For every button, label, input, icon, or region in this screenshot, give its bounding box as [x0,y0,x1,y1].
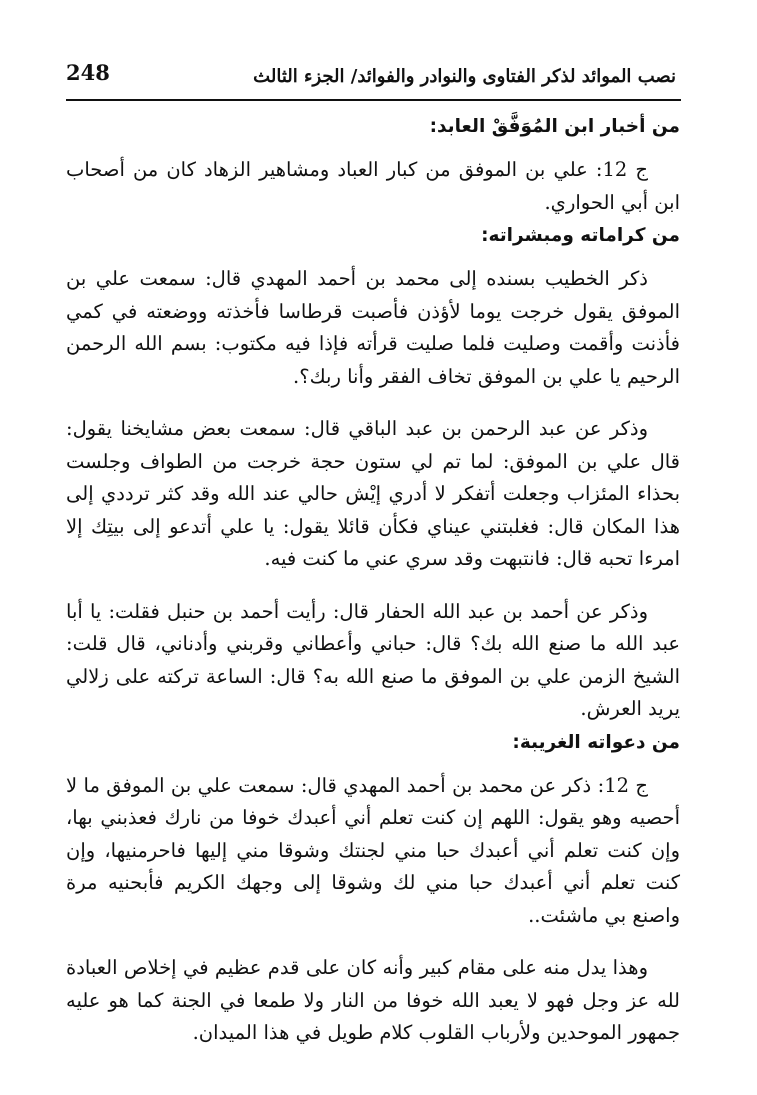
page-number: 248 [66,60,110,85]
paragraph: وذكر عن عبد الرحمن بن عبد الباقي قال: سمعت بعض مشايخنا يقول: قال علي بن الموفق: لما تم لي ستون حجة خرجت من الطواف وجلست بحذاء المئزاب وجعلت أتفكر لا أدري إيْش حالي عند الله وقد كثر ترددي إلى هذا المكان قال: فغلبتني عيناي فكأن قائلا يقول: يا علي أتدعو إلى بيتِك إلا امرءا تحبه قال: فانتبهت وقد سري عني ما كنت فيه. [66,417,680,570]
section-heading: من كراماته ومبشراته: [481,225,680,246]
header-divider [66,99,681,101]
paragraph: وهذا يدل منه على مقام كبير وأنه كان على قدم عظيم في إخلاص العبادة لله عز وجل فهو لا يعبد الله خوفا من النار ولا طمعا في الجنة كما هو عليه جمهور الموحدين ولأرباب القلوب كلام طويل في هذا الميدان. [66,956,680,1044]
paragraph: ذكر الخطيب بسنده إلى محمد بن أحمد المهدي قال: سمعت علي بن الموفق يقول خرجت يوما لأؤذن فأصبت قرطاسا فأخذته ووضعته في كمي فأذنت وأقمت وصليت فلما صليت قرأته فإذا فيه مكتوب: بسم الله الرحمن الرحيم يا علي بن الموفق تخاف الفقر وأنا ربك؟. [66,267,680,388]
paragraph: وذكر عن أحمد بن عبد الله الحفار قال: رأيت أحمد بن حنبل فقلت: يا أبا عبد الله ما صنع الله بك؟ قال: حباني وأعطاني وقربني وأدناني، قال قلت: الشيخ الزمن علي بن الموفق ما صنع الله به؟ قال: الساعة تركته على زلالي يريد العرش. [66,599,680,720]
page-header [66,58,676,98]
section-heading: من أخبار ابن المُوَفَّقْ العابد: [429,116,680,137]
running-title: نصب الموائد لذكر الفتاوى والنوادر والفوائد/ الجزء الثالث [253,66,676,87]
paragraph: ج 12: ذكر عن محمد بن أحمد المهدي قال: سمعت علي بن الموفق ما لا أحصيه وهو يقول: اللهم إن كنت تعلم أني أعبدك خوفا من نارك فعذبني بها، وإن كنت تعلم أني أعبدك حبا مني لجنتك وشوقا مني إليها فاحرمنيها، وإن كنت تعلم أني أعبدك حبا مني لك وشوقا إلى وجهك الكريم فأبحنيه مرة واصنع بي ماشئت.. [66,773,680,927]
section-heading: من دعواته الغريبة: [512,731,680,753]
paragraph: ج 12: علي بن الموفق من كبار العباد ومشاهير الزهاد كان من أصحاب ابن أبي الحواري. [66,158,680,214]
page-body [66,110,680,1050]
